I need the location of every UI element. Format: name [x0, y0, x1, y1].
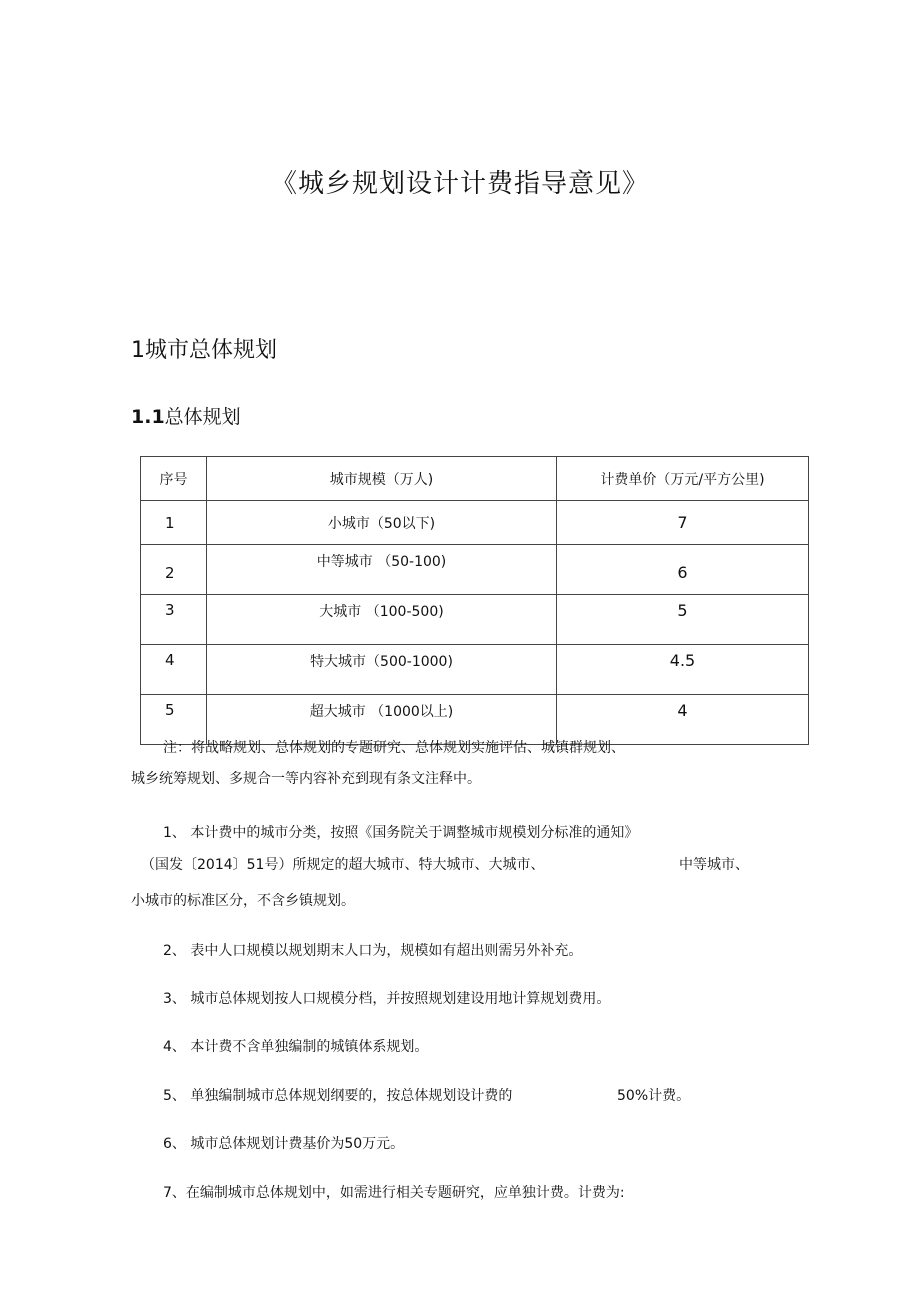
item-7: 7、在编制城市总体规划中，如需进行相关专题研究，应单独计费。计费为: [163, 1185, 625, 1201]
row-scale: 超大城市 （1000以上) [207, 695, 557, 745]
note-line-2: 城乡统筹规划、多规合一等内容补充到现有条文注释中。 [131, 771, 481, 787]
section-heading: 1城市总体规划 [131, 338, 277, 363]
item-4: 4、 本计费不含单独编制的城镇体系规划。 [163, 1039, 429, 1055]
note-line-1: 注：将战略规划、总体规划的专题研究、总体规划实施评估、城镇群规划、 [163, 740, 625, 756]
subsection-number: 1.1 [131, 406, 165, 428]
document-title: 《城乡规划设计计费指导意见》 [270, 169, 649, 199]
row-no: 5 [141, 695, 207, 745]
item-5-tail: 50%计费。 [617, 1088, 691, 1104]
row-scale: 特大城市（500-1000) [207, 645, 557, 695]
row-scale: 中等城市 （50-100) [207, 545, 557, 595]
item-5: 5、 单独编制城市总体规划纲要的，按总体规划设计费的 [163, 1088, 513, 1104]
row-scale: 大城市 （100-500) [207, 595, 557, 645]
header-no: 序号 [141, 457, 207, 501]
item-6: 6、 城市总体规划计费基价为50万元。 [163, 1136, 405, 1152]
item-1-line-2-tail: 中等城市、 [679, 857, 749, 873]
fee-table [140, 456, 809, 745]
row-no: 4 [141, 645, 207, 695]
row-no: 2 [141, 545, 207, 595]
subsection-label: 总体规划 [164, 406, 241, 428]
item-2: 2、 表中人口规模以规划期末人口为，规模如有超出则需另外补充。 [163, 943, 583, 959]
row-price: 4 [557, 695, 809, 745]
row-price: 4.5 [557, 645, 809, 695]
table-row [141, 595, 809, 645]
row-no: 3 [141, 595, 207, 645]
item-1-line-3: 小城市的标准区分，不含乡镇规划。 [131, 893, 355, 909]
subsection-heading [131, 402, 241, 429]
row-price: 5 [557, 595, 809, 645]
row-price: 7 [557, 501, 809, 545]
table-header-row [141, 457, 809, 501]
row-no: 1 [141, 501, 207, 545]
table-row [141, 501, 809, 545]
item-1-line-1: 1、 本计费中的城市分类，按照《国务院关于调整城市规模划分标准的通知》 [163, 825, 639, 841]
table-row [141, 545, 809, 595]
item-1-line-2: （国发〔2014〕51号）所规定的超大城市、特大城市、大城市、 [141, 857, 545, 873]
row-scale: 小城市（50以下) [207, 501, 557, 545]
table-row [141, 645, 809, 695]
row-price: 6 [557, 545, 809, 595]
header-scale: 城市规模（万人) [207, 457, 557, 501]
header-price: 计费单价（万元/平方公里) [557, 457, 809, 501]
item-3: 3、 城市总体规划按人口规模分档，并按照规划建设用地计算规划费用。 [163, 991, 611, 1007]
